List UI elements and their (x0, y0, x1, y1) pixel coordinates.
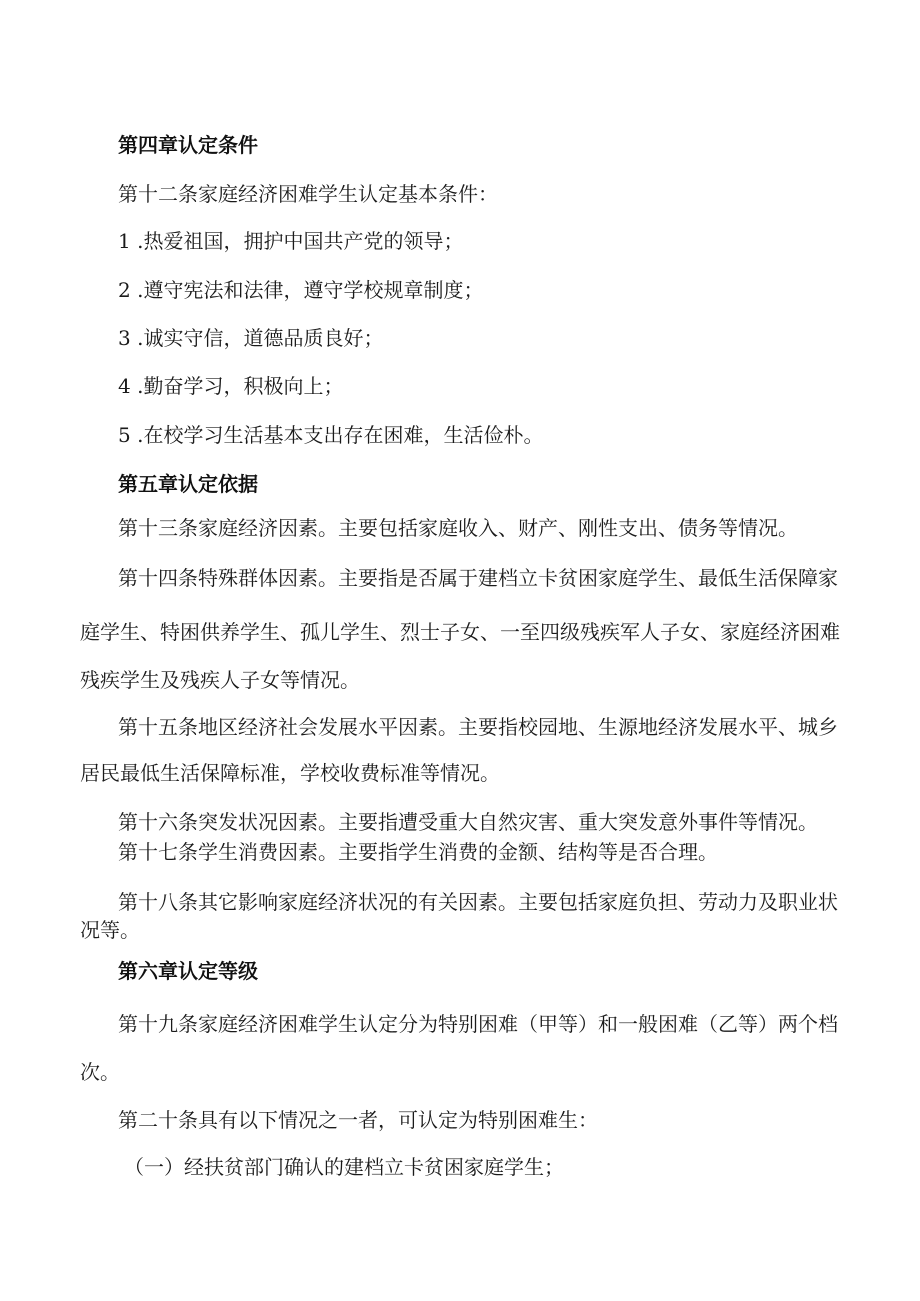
article-line: 第十八条其它影响家庭经济状况的有关因素。主要包括家庭负担、劳动力及职业状 (118, 890, 838, 914)
chapter-title: 第五章认定依据 (118, 472, 258, 496)
article-line: 第十六条突发状况因素。主要指遭受重大自然灾害、重大突发意外事件等情况。 (118, 810, 818, 834)
article-line: 庭学生、特困供养学生、孤儿学生、烈士子女、一至四级残疾军人子女、家庭经济困难 (80, 620, 840, 644)
list-item: 2 .遵守宪法和法律，遵守学校规章制度； (118, 278, 484, 302)
article-line: 第十七条学生消费因素。主要指学生消费的金额、结构等是否合理。 (118, 840, 718, 864)
article-line: 第十四条特殊群体因素。主要指是否属于建档立卡贫困家庭学生、最低生活保障家 (118, 566, 838, 590)
list-item: 1 .热爱祖国，拥护中国共产党的领导； (118, 229, 464, 253)
chapter-title: 第六章认定等级 (118, 959, 258, 983)
article-line: 居民最低生活保障标准，学校收费标准等情况。 (80, 761, 500, 785)
article-line: 第二十条具有以下情况之一者，可认定为特别困难生： (118, 1108, 598, 1132)
list-item: （一）经扶贫部门确认的建档立卡贫困家庭学生； (124, 1155, 564, 1179)
article-line: 第十三条家庭经济因素。主要包括家庭收入、财产、刚性支出、债务等情况。 (118, 516, 798, 540)
chapter-title: 第四章认定条件 (118, 133, 258, 157)
article-line: 第十五条地区经济社会发展水平因素。主要指校园地、生源地经济发展水平、城乡 (118, 715, 838, 739)
list-item: 5 .在校学习生活基本支出存在困难，生活俭朴。 (118, 423, 544, 447)
list-item: 3 .诚实守信，道德品质良好； (118, 326, 384, 350)
list-item: 4 .勤奋学习，积极向上； (118, 374, 344, 398)
article-line: 况等。 (80, 918, 140, 942)
article-line: 残疾学生及残疾人子女等情况。 (80, 668, 360, 692)
article-line: 第十二条家庭经济困难学生认定基本条件： (118, 182, 498, 206)
article-line: 第十九条家庭经济困难学生认定分为特别困难（甲等）和一般困难（乙等）两个档 (118, 1012, 838, 1036)
article-line: 次。 (80, 1060, 120, 1084)
